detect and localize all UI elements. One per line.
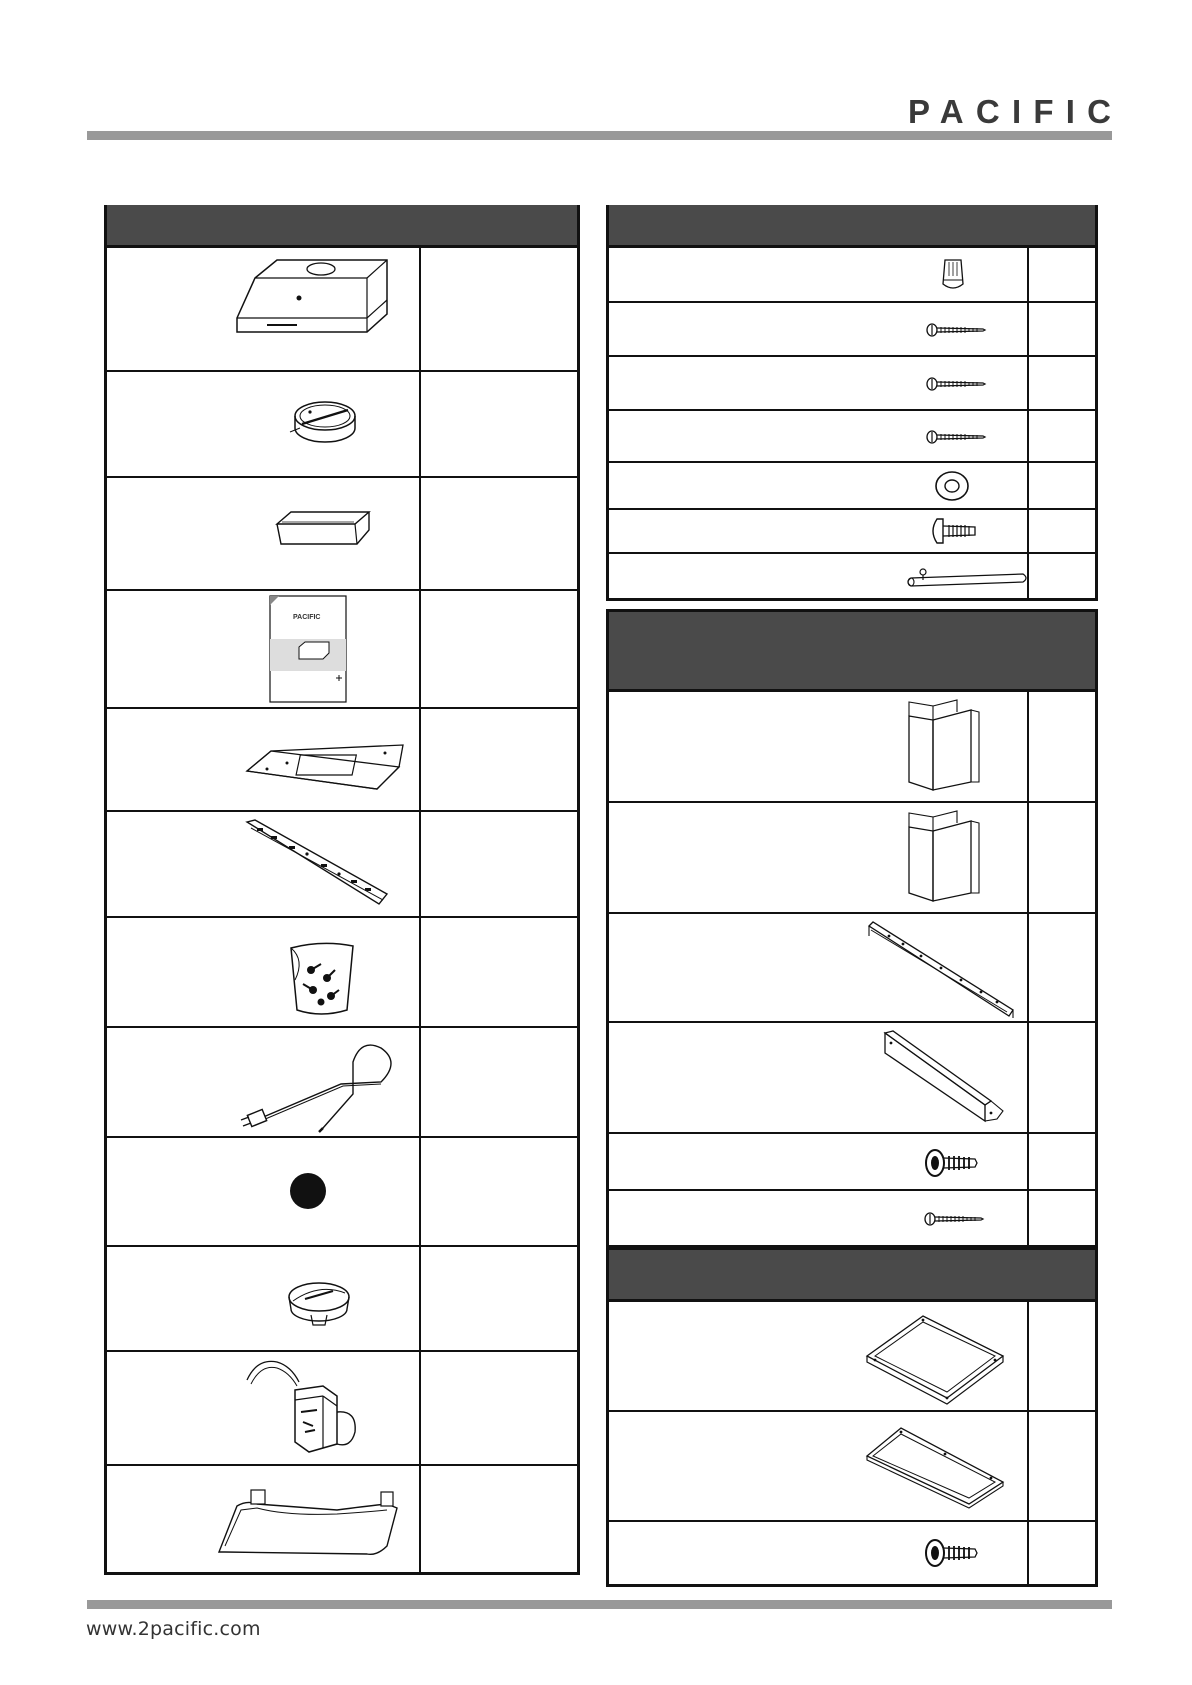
- image-cell: [609, 914, 1029, 1021]
- pacific-logo: [908, 95, 1112, 127]
- chimney-kit-header: [609, 612, 1095, 692]
- logo-text: PACIFIC: [908, 95, 1112, 127]
- qty-cell: [421, 918, 577, 1026]
- image-cell: [609, 463, 1029, 508]
- mounting-bracket-strip-icon: [247, 820, 387, 906]
- qty-cell: [421, 1247, 577, 1350]
- wall-anchor-icon: [941, 258, 965, 292]
- qty-cell: [1029, 510, 1095, 552]
- qty-cell: [421, 1138, 577, 1245]
- table-row: [609, 692, 1095, 803]
- damper-icon: [285, 1273, 353, 1329]
- footer-rule: [87, 1600, 1112, 1609]
- table-row: [107, 248, 577, 372]
- qty-cell: [1029, 1134, 1095, 1189]
- black-cap-icon: [289, 1172, 327, 1210]
- image-cell: [609, 1522, 1029, 1584]
- image-cell: [609, 692, 1029, 801]
- table-row: [609, 1412, 1095, 1522]
- image-cell: [609, 1412, 1029, 1520]
- image-cell: [609, 411, 1029, 461]
- recirculation-kit-header: [609, 1247, 1095, 1302]
- qty-cell: [1029, 463, 1095, 508]
- image-cell: [609, 803, 1029, 912]
- lower-chimney-cover-icon: [907, 809, 983, 903]
- qty-cell: [1029, 1191, 1095, 1245]
- image-cell: [107, 1028, 421, 1136]
- image-cell: [107, 1352, 421, 1464]
- footer-url[interactable]: www.2pacific.com: [86, 1618, 261, 1640]
- qty-cell: [1029, 411, 1095, 461]
- table-row: [107, 478, 577, 591]
- flange-screw-icon: [925, 1148, 979, 1178]
- table-row: [609, 1302, 1095, 1412]
- flange-screw-icon: [925, 1538, 979, 1568]
- rectangular-panel-icon: [865, 1426, 1005, 1506]
- qty-cell: [421, 1466, 577, 1575]
- table-row: [609, 554, 1095, 601]
- image-cell: [609, 510, 1029, 552]
- table-row: [609, 1134, 1095, 1191]
- screw-bag-icon: [287, 940, 357, 1018]
- qty-cell: [1029, 357, 1095, 409]
- image-cell: [609, 554, 1029, 601]
- qty-cell: [1029, 1302, 1095, 1410]
- table-row: [609, 303, 1095, 357]
- image-cell: [107, 812, 421, 916]
- long-screw-icon: [925, 1212, 983, 1226]
- image-cell: [107, 709, 421, 810]
- hardware-table: [606, 205, 1098, 601]
- long-screw-icon: [927, 430, 985, 444]
- image-cell: [609, 303, 1029, 355]
- image-cell: [609, 1191, 1029, 1245]
- image-cell: [107, 1466, 421, 1575]
- range-hood-icon: [237, 258, 397, 334]
- image-cell: [107, 1138, 421, 1245]
- table-row: [107, 591, 577, 709]
- qty-cell: [421, 812, 577, 916]
- junction-box-icon: [247, 1352, 367, 1464]
- qty-cell: [1029, 303, 1095, 355]
- table-row: [609, 914, 1095, 1023]
- mushroom-bolt-icon: [929, 517, 977, 545]
- table-row: [107, 1138, 577, 1247]
- table-row: [107, 812, 577, 918]
- square-frame-icon: [865, 1314, 1005, 1402]
- installation-template-icon: [247, 733, 407, 789]
- round-duct-connector-icon: [290, 398, 360, 448]
- qty-cell: [421, 1352, 577, 1464]
- qty-cell: [421, 372, 577, 476]
- image-cell: [609, 248, 1029, 301]
- long-screw-icon: [927, 377, 985, 391]
- image-cell: [609, 1023, 1029, 1132]
- hardware-table-header: [609, 205, 1095, 248]
- qty-cell: [421, 591, 577, 707]
- table-row: [107, 1466, 577, 1575]
- image-cell: [107, 372, 421, 476]
- upper-chimney-cover-icon: [907, 698, 983, 792]
- pin-rod-icon: [905, 566, 1029, 590]
- qty-cell: [421, 1028, 577, 1136]
- qty-cell: [1029, 1023, 1095, 1132]
- washer-icon: [935, 471, 969, 501]
- angle-bracket-icon: [885, 1031, 1005, 1121]
- table-row: [609, 510, 1095, 554]
- table-row: [107, 1028, 577, 1138]
- qty-cell: [1029, 554, 1095, 601]
- long-screw-icon: [927, 323, 985, 337]
- table-row: [609, 1023, 1095, 1134]
- table-row: [107, 709, 577, 812]
- hardware-table-body: [609, 248, 1095, 598]
- table-row: [609, 1522, 1095, 1584]
- filter-frame-icon: [217, 1486, 397, 1556]
- table-row: [609, 463, 1095, 510]
- power-cord-icon: [241, 1042, 401, 1132]
- table-row: [609, 411, 1095, 463]
- qty-cell: [1029, 1412, 1095, 1520]
- table-row: [609, 1191, 1095, 1247]
- left-parts-table: [104, 205, 580, 1575]
- table-row: [107, 1352, 577, 1466]
- table-row: [609, 803, 1095, 914]
- image-cell: [107, 478, 421, 589]
- instruction-manual-icon: [269, 595, 347, 703]
- header-rule: [87, 131, 1112, 140]
- image-cell: [107, 591, 421, 707]
- qty-cell: [1029, 914, 1095, 1021]
- chimney-kit-table: [606, 609, 1098, 1587]
- table-row: [609, 248, 1095, 303]
- table-row: [107, 372, 577, 478]
- image-cell: [107, 248, 421, 370]
- image-cell: [609, 357, 1029, 409]
- manual-logo-text: PACIFIC: [293, 614, 321, 621]
- image-cell: [107, 918, 421, 1026]
- left-table-header: [107, 205, 577, 248]
- image-cell: [609, 1134, 1029, 1189]
- qty-cell: [421, 478, 577, 589]
- table-row: [107, 918, 577, 1028]
- qty-cell: [1029, 692, 1095, 801]
- image-cell: [107, 1247, 421, 1350]
- long-bracket-icon: [869, 922, 1015, 1018]
- qty-cell: [1029, 248, 1095, 301]
- qty-cell: [421, 248, 577, 370]
- table-row: [609, 357, 1095, 411]
- table-row: [107, 1247, 577, 1352]
- grease-tray-icon: [277, 510, 371, 550]
- qty-cell: [421, 709, 577, 810]
- image-cell: [609, 1302, 1029, 1410]
- left-table-body: [107, 248, 577, 1572]
- qty-cell: [1029, 803, 1095, 912]
- qty-cell: [1029, 1522, 1095, 1584]
